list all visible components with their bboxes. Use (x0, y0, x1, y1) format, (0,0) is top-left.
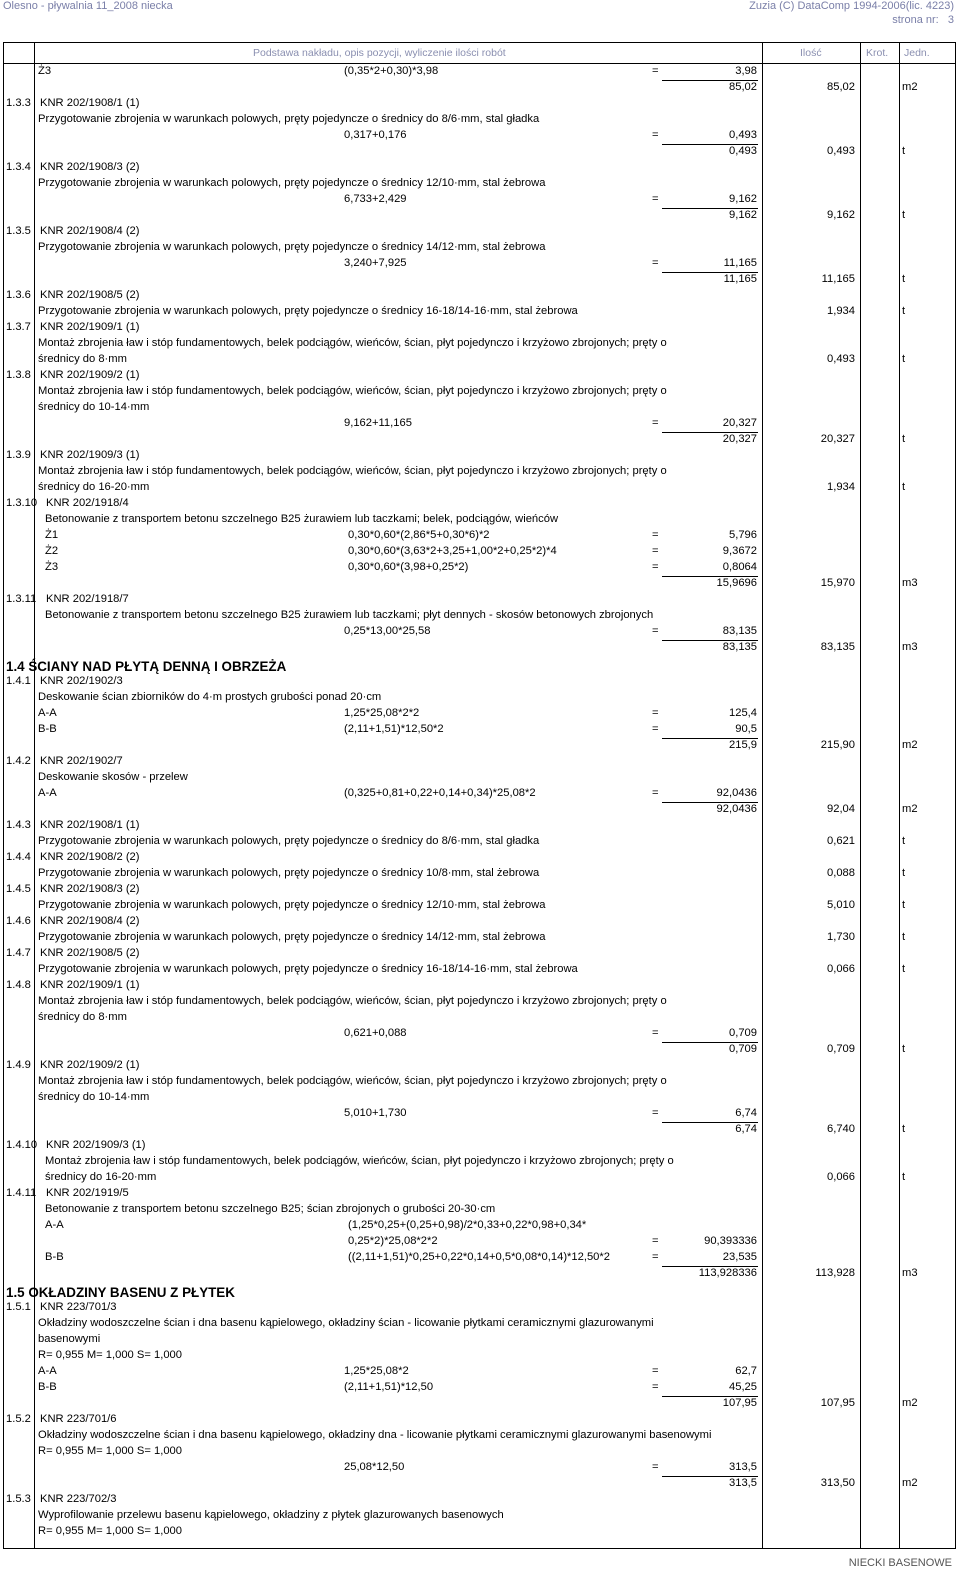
equals-sign: = (652, 545, 659, 557)
calc-value: 6,74 (735, 1107, 757, 1119)
equals-sign: = (652, 625, 659, 637)
quantity-value: 0,493 (827, 353, 855, 365)
position-number: 1.3.11 (6, 593, 37, 605)
position-description: średnicy do 8·mm (38, 1011, 127, 1023)
calc-value: 3,98 (735, 65, 757, 77)
position-number: 1.4.2 (6, 755, 31, 767)
position-number: 1.3.7 (6, 321, 31, 333)
calc-expression: (0,325+0,81+0,22+0,14+0,34)*25,08*2 (344, 787, 536, 799)
unit-value: m2 (902, 739, 918, 751)
calc-label: B-B (38, 723, 57, 735)
document-title: Olesno - pływalnia 11_2008 niecka (3, 0, 173, 12)
quantity-value: 1,934 (827, 481, 855, 493)
calc-value: 20,327 (722, 417, 757, 429)
position-description: Montaż zbrojenia ław i stóp fundamentowych, belek podciągów, wieńców, ścian, płyt pojedynczo i krzyżowo zbrojonych; pręty o (38, 465, 667, 477)
unit-value: t (902, 963, 906, 975)
calc-label: Ż3 (38, 65, 52, 77)
sum-value: 6,74 (735, 1123, 757, 1135)
position-description: Okładziny wodoszczelne ścian i dna basenu kąpielowego, okładziny dna - licowanie płytkami ceramicznymi glazurowanymi basenowymi (38, 1429, 712, 1441)
unit-value: t (902, 1171, 906, 1183)
equals-sign: = (652, 1027, 659, 1039)
calc-value: 9,3672 (722, 545, 757, 557)
calc-expression: 0,30*0,60*(2,86*5+0,30*6)*2 (348, 529, 490, 541)
unit-value: t (902, 353, 906, 365)
position-number: 1.4.1 (6, 675, 31, 687)
calc-expression: (2,11+1,51)*12,50*2 (344, 723, 444, 735)
position-description: Montaż zbrojenia ław i stóp fundamentowych, belek podciągów, wieńców, ścian, płyt pojedynczo i krzyżowo zbrojonych; pręty o (38, 1075, 667, 1087)
calc-expression: 0,621+0,088 (344, 1027, 407, 1039)
equals-sign: = (652, 723, 659, 735)
calc-expression: 9,162+11,165 (344, 417, 412, 429)
quantity-value: 6,740 (827, 1123, 855, 1135)
position-description: Przygotowanie zbrojenia w warunkach polowych, pręty pojedyncze o średnicy do 8/6·mm, stal gładka (38, 113, 540, 125)
catalog-code: KNR 202/1918/7 (46, 593, 129, 605)
position-number: 1.4.3 (6, 819, 31, 831)
equals-sign: = (652, 707, 659, 719)
column-divider (762, 43, 763, 1548)
footer-label: NIECKI BASENOWE (848, 1557, 952, 1569)
unit-value: m2 (902, 81, 918, 93)
catalog-code: KNR 223/702/3 (40, 1493, 117, 1505)
unit-value: m3 (902, 577, 918, 589)
calc-expression: ((2,11+1,51)*0,25+0,22*0,14+0,5*0,08*0,14)*12,50*2 (348, 1251, 610, 1263)
position-description: Przygotowanie zbrojenia w warunkach polowych, pręty pojedyncze o średnicy 12/10·mm, stal żebrowa (38, 177, 546, 189)
equals-sign: = (652, 65, 659, 77)
calc-label: A-A (38, 1365, 57, 1377)
calc-label: Ż2 (45, 545, 59, 557)
quantity-value: 92,04 (827, 803, 855, 815)
position-description: Przygotowanie zbrojenia w warunkach polowych, pręty pojedyncze o średnicy 10/8·mm, stal żebrowa (38, 867, 540, 879)
calc-expression: 1,25*25,08*2 (344, 1365, 409, 1377)
position-number: 1.3.6 (6, 289, 31, 301)
section-heading: 1.5 OKŁADZINY BASENU Z PŁYTEK (6, 1285, 235, 1300)
calc-expression: (0,35*2+0,30)*3,98 (344, 65, 439, 77)
position-number: 1.4.9 (6, 1059, 31, 1071)
calc-value: 23,535 (722, 1251, 757, 1263)
quantity-value: 107,95 (820, 1397, 855, 1409)
equals-sign: = (652, 1235, 659, 1247)
catalog-code: KNR 202/1908/4 (2) (40, 915, 140, 927)
calc-value: 90,393336 (704, 1235, 757, 1247)
equals-sign: = (652, 129, 659, 141)
unit-value: t (902, 867, 906, 879)
position-number: 1.4.11 (6, 1187, 37, 1199)
equals-sign: = (652, 1251, 659, 1263)
equals-sign: = (652, 1107, 659, 1119)
page-number-value: 3 (947, 14, 954, 26)
calc-value: 9,162 (729, 193, 757, 205)
position-description: Wyprofilowanie przelewu basenu kąpielowego, okładziny z płytek glazurowanych basenowych (38, 1509, 504, 1521)
catalog-code: KNR 202/1908/3 (2) (40, 161, 140, 173)
unit-value: m3 (902, 641, 918, 653)
quantity-value: 0,621 (827, 835, 855, 847)
page-label: strona nr: (892, 14, 939, 26)
sum-value: 15,9696 (716, 577, 757, 589)
calc-label: A-A (38, 707, 57, 719)
position-description: Betonowanie z transportem betonu szczelnego B25; ścian zbrojonych o grubości 20-30·cm (45, 1203, 496, 1215)
catalog-code: KNR 202/1909/2 (1) (40, 1059, 140, 1071)
unit-value: t (902, 273, 906, 285)
catalog-code: KNR 202/1909/3 (1) (46, 1139, 146, 1151)
calc-expression: 0,30*0,60*(3,98+0,25*2) (348, 561, 469, 573)
calc-value: 0,493 (729, 129, 757, 141)
position-number: 1.4.6 (6, 915, 31, 927)
column-divider (34, 43, 35, 1548)
sum-value: 113,928336 (698, 1267, 757, 1279)
catalog-code: KNR 202/1909/1 (1) (40, 979, 140, 991)
position-description: Przygotowanie zbrojenia w warunkach polowych, pręty pojedyncze o średnicy 14/12·mm, stal żebrowa (38, 931, 546, 943)
unit-value: t (902, 481, 906, 493)
position-description: Betonowanie z transportem betonu szczelnego B25 żurawiem lub taczkami; belek, podciągów, wieńców (45, 513, 559, 525)
unit-value: t (902, 433, 906, 445)
calc-expression: 1,25*25,08*2*2 (344, 707, 420, 719)
sum-value: 85,02 (729, 81, 757, 93)
position-description: Przygotowanie zbrojenia w warunkach polowych, pręty pojedyncze o średnicy do 8/6·mm, stal gładka (38, 835, 540, 847)
position-number: 1.4.5 (6, 883, 31, 895)
calc-expression: 25,08*12,50 (344, 1461, 405, 1473)
catalog-code: KNR 202/1908/2 (2) (40, 851, 140, 863)
catalog-code: KNR 223/701/6 (40, 1413, 117, 1425)
calc-expression: 6,733+2,429 (344, 193, 407, 205)
position-number: 1.4.8 (6, 979, 31, 991)
quantity-value: 0,066 (827, 963, 855, 975)
position-description: R= 0,955 M= 1,000 S= 1,000 (38, 1445, 182, 1457)
equals-sign: = (652, 529, 659, 541)
unit-value: m2 (902, 803, 918, 815)
equals-sign: = (652, 1365, 659, 1377)
quantity-value: 5,010 (827, 899, 855, 911)
catalog-code: KNR 202/1908/5 (2) (40, 289, 140, 301)
catalog-code: KNR 202/1909/3 (1) (40, 449, 140, 461)
catalog-code: KNR 202/1909/2 (1) (40, 369, 140, 381)
position-description: średnicy do 16-20·mm (38, 481, 150, 493)
unit-value: t (902, 305, 906, 317)
quantity-value: 83,135 (820, 641, 855, 653)
equals-sign: = (652, 1381, 659, 1393)
column-header-unit: Jedn. (904, 47, 930, 59)
quantity-value: 20,327 (820, 433, 855, 445)
calc-value: 83,135 (722, 625, 757, 637)
position-number: 1.3.3 (6, 97, 31, 109)
sum-value: 107,95 (722, 1397, 757, 1409)
unit-value: m3 (902, 1267, 918, 1279)
catalog-code: KNR 202/1902/7 (40, 755, 123, 767)
calc-expression: 0,25*13,00*25,58 (344, 625, 431, 637)
section-heading: 1.4 ŚCIANY NAD PŁYTĄ DENNĄ I OBRZEŻA (6, 659, 287, 674)
catalog-code: KNR 223/701/3 (40, 1301, 117, 1313)
position-number: 1.3.10 (6, 497, 38, 509)
calc-value: 45,25 (729, 1381, 757, 1393)
position-description: Betonowanie z transportem betonu szczelnego B25 żurawiem lub taczkami; płyt dennych - skosów betonowych zbrojonych (45, 609, 654, 621)
sum-value: 0,493 (729, 145, 757, 157)
position-description: Przygotowanie zbrojenia w warunkach polowych, pręty pojedyncze o średnicy 12/10·mm, stal żebrowa (38, 899, 546, 911)
unit-value: t (902, 145, 906, 157)
position-description: średnicy do 8·mm (38, 353, 127, 365)
software-credit: Zuzia (C) DataComp 1994-2006(lic. 4223) (749, 0, 954, 12)
unit-value: m2 (902, 1397, 918, 1409)
quantity-value: 85,02 (827, 81, 855, 93)
position-description: Przygotowanie zbrojenia w warunkach polowych, pręty pojedyncze o średnicy 16-18/14-16·mm, stal żebrowa (38, 305, 578, 317)
unit-value: t (902, 209, 906, 221)
catalog-code: KNR 202/1908/1 (1) (40, 97, 140, 109)
sum-value: 20,327 (722, 433, 757, 445)
quantity-value: 1,934 (827, 305, 855, 317)
quantity-value: 11,165 (821, 273, 855, 285)
equals-sign: = (652, 257, 659, 269)
quantity-value: 113,928 (815, 1267, 855, 1279)
equals-sign: = (652, 787, 659, 799)
equals-sign: = (652, 561, 659, 573)
unit-value: t (902, 899, 906, 911)
position-description: Przygotowanie zbrojenia w warunkach polowych, pręty pojedyncze o średnicy 14/12·mm, stal żebrowa (38, 241, 546, 253)
calc-value: 125,4 (729, 707, 757, 719)
equals-sign: = (652, 193, 659, 205)
sum-value: 313,5 (729, 1477, 757, 1489)
calc-expression: 3,240+7,925 (344, 257, 407, 269)
catalog-code: KNR 202/1919/5 (46, 1187, 129, 1199)
position-number: 1.3.4 (6, 161, 31, 173)
position-number: 1.3.5 (6, 225, 31, 237)
page-number (892, 14, 954, 26)
header-rule (4, 63, 955, 64)
equals-sign: = (652, 417, 659, 429)
quantity-value: 0,066 (827, 1171, 855, 1183)
position-description: R= 0,955 M= 1,000 S= 1,000 (38, 1349, 182, 1361)
sum-value: 9,162 (729, 209, 757, 221)
position-description: R= 0,955 M= 1,000 S= 1,000 (38, 1525, 182, 1537)
sum-value: 83,135 (722, 641, 757, 653)
quantity-value: 0,493 (827, 145, 855, 157)
catalog-code: KNR 202/1908/5 (2) (40, 947, 140, 959)
position-description: Okładziny wodoszczelne ścian i dna basenu kąpielowego, okładziny ścian - licowanie płytkami ceramicznymi glazurowanymi (38, 1317, 654, 1329)
position-number: 1.5.1 (6, 1301, 31, 1313)
calc-expression: 0,317+0,176 (344, 129, 407, 141)
quantity-value: 15,970 (820, 577, 855, 589)
position-number: 1.3.9 (6, 449, 31, 461)
calc-expression: (1,25*0,25+(0,25+0,98)/2*0,33+0,22*0,98+0,34* (348, 1219, 587, 1231)
quantity-value: 313,50 (820, 1477, 855, 1489)
catalog-code: KNR 202/1909/1 (1) (40, 321, 140, 333)
calc-value: 313,5 (729, 1461, 757, 1473)
calc-value: 0,8064 (722, 561, 757, 573)
calc-value: 92,0436 (716, 787, 757, 799)
sum-value: 215,9 (729, 739, 757, 751)
catalog-code: KNR 202/1908/1 (1) (40, 819, 140, 831)
position-number: 1.4.4 (6, 851, 31, 863)
position-description: Przygotowanie zbrojenia w warunkach polowych, pręty pojedyncze o średnicy 16-18/14-16·mm, stal żebrowa (38, 963, 578, 975)
sum-value: 92,0436 (716, 803, 757, 815)
position-description: Montaż zbrojenia ław i stóp fundamentowych, belek podciągów, wieńców, ścian, płyt pojedynczo i krzyżowo zbrojonych; pręty o (38, 385, 667, 397)
column-header-qty: Ilość (800, 47, 822, 59)
position-number: 1.5.2 (6, 1413, 31, 1425)
unit-value: m2 (902, 1477, 918, 1489)
catalog-code: KNR 202/1908/4 (2) (40, 225, 140, 237)
column-divider (860, 43, 861, 1548)
position-description: basenowymi (38, 1333, 101, 1345)
calc-expression: 0,30*0,60*(3,63*2+3,25+1,00*2+0,25*2)*4 (348, 545, 557, 557)
position-number: 1.3.8 (6, 369, 31, 381)
calc-label: Ż1 (45, 529, 59, 541)
unit-value: t (902, 1123, 906, 1135)
position-number: 1.4.10 (6, 1139, 38, 1151)
equals-sign: = (652, 1461, 659, 1473)
position-description: średnicy do 10-14·mm (38, 401, 150, 413)
position-description: średnicy do 16-20·mm (45, 1171, 157, 1183)
calc-expression: 5,010+1,730 (344, 1107, 407, 1119)
calc-expression: (2,11+1,51)*12,50 (344, 1381, 434, 1393)
calc-value: 90,5 (735, 723, 757, 735)
calc-value: 0,709 (729, 1027, 757, 1039)
calc-label: Ż3 (45, 561, 59, 573)
calc-value: 11,165 (723, 257, 757, 269)
catalog-code: KNR 202/1918/4 (46, 497, 129, 509)
position-description: średnicy do 10-14·mm (38, 1091, 150, 1103)
calc-label: A-A (45, 1219, 64, 1231)
quantity-value: 215,90 (820, 739, 855, 751)
sum-value: 0,709 (729, 1043, 757, 1055)
calc-value: 62,7 (735, 1365, 757, 1377)
quantity-value: 1,730 (827, 931, 855, 943)
calc-value: 5,796 (729, 529, 757, 541)
calc-label: B-B (38, 1381, 57, 1393)
position-description: Montaż zbrojenia ław i stóp fundamentowych, belek podciągów, wieńców, ścian, płyt pojedynczo i krzyżowo zbrojonych; pręty o (45, 1155, 674, 1167)
column-divider (899, 43, 900, 1548)
calc-label: A-A (38, 787, 57, 799)
position-number: 1.5.3 (6, 1493, 31, 1505)
position-number: 1.4.7 (6, 947, 31, 959)
calc-label: B-B (45, 1251, 64, 1263)
unit-value: t (902, 835, 906, 847)
position-description: Montaż zbrojenia ław i stóp fundamentowych, belek podciągów, wieńców, ścian, płyt pojedynczo i krzyżowo zbrojonych; pręty o (38, 995, 667, 1007)
calc-expression: 0,25*2)*25,08*2*2 (348, 1235, 438, 1247)
quantity-value: 9,162 (827, 209, 855, 221)
unit-value: t (902, 931, 906, 943)
column-header-krot: Krot. (866, 47, 889, 59)
sum-value: 11,165 (723, 273, 757, 285)
position-description: Deskowanie ścian zbiorników do 4·m prostych grubości ponad 20·cm (38, 691, 382, 703)
unit-value: t (902, 1043, 906, 1055)
quantity-value: 0,088 (827, 867, 855, 879)
column-header-description: Podstawa nakładu, opis pozycji, wyliczenie ilości robót (253, 47, 506, 59)
catalog-code: KNR 202/1908/3 (2) (40, 883, 140, 895)
position-description: Montaż zbrojenia ław i stóp fundamentowych, belek podciągów, wieńców, ścian, płyt pojedynczo i krzyżowo zbrojonych; pręty o (38, 337, 667, 349)
quantity-value: 0,709 (827, 1043, 855, 1055)
catalog-code: KNR 202/1902/3 (40, 675, 123, 687)
position-description: Deskowanie skosów - przelew (38, 771, 188, 783)
